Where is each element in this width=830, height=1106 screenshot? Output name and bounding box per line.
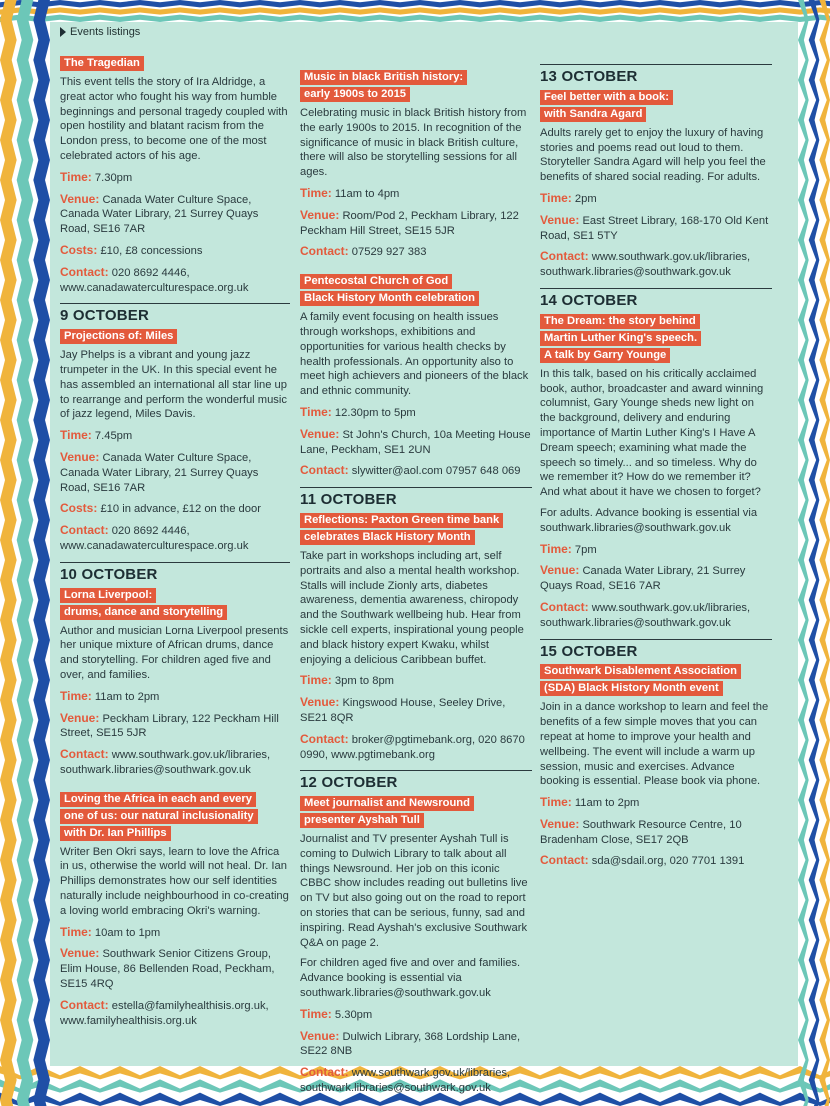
breadcrumb[interactable] xyxy=(60,26,140,38)
event-title-line: Black History Month celebration xyxy=(300,291,479,306)
time-label: Time: xyxy=(300,404,332,419)
costs-value: £10 in advance, £12 on the door xyxy=(100,503,261,516)
event-description: Writer Ben Okri says, learn to love the Africa in us, otherwise the world will not heal. Dr. Ian Phillips demonstrates how our self identities naturally include neighbourhood in co-creating a loving world embracing Okri's warning. xyxy=(60,845,289,917)
event-title-line: Pentecostal Church of God xyxy=(300,274,452,289)
event-title-line: Feel better with a book: xyxy=(540,90,673,105)
event-time xyxy=(540,542,772,558)
date-heading: 11 OCTOBER xyxy=(300,487,532,508)
column-1 xyxy=(60,56,290,1034)
venue-label: Venue: xyxy=(540,563,580,578)
event-title xyxy=(300,796,532,830)
event-listing xyxy=(60,56,290,295)
event-description: For adults. Advance booking is essential via southwark.libraries@southwark.gov.uk xyxy=(540,506,758,534)
contact-value[interactable]: www.southwark.gov.uk/libraries, southwark.libraries@southwark.gov.uk xyxy=(60,749,271,776)
venue-label: Venue: xyxy=(300,426,340,441)
event-title-line: The Tragedian xyxy=(60,56,144,71)
event-title-line: The Dream: the story behind xyxy=(540,314,700,329)
event-title-line: Southwark Disablement Association xyxy=(540,664,741,679)
event-contact xyxy=(540,600,772,631)
event-listing xyxy=(300,513,532,762)
event-listing xyxy=(540,314,772,631)
time-label: Time: xyxy=(60,924,92,939)
event-title xyxy=(540,664,772,698)
venue-label: Venue: xyxy=(300,1028,340,1043)
event-venue xyxy=(300,427,532,458)
event-title xyxy=(60,792,290,843)
time-label: Time: xyxy=(300,673,332,688)
event-description: Journalist and TV presenter Ayshah Tull is coming to Dulwich Library to talk about all things Newsround. Her job on this iconic CBBC show includes reading out bulletins live on TV but also going out on the road to report on stories that can be serious, funny, sad and inspiring. Read Ayshah's exclusive Southwark Q&A on page 2. xyxy=(300,833,528,949)
time-label: Time: xyxy=(540,190,572,205)
contact-value[interactable]: slywitter@aol.com 07957 648 069 xyxy=(351,465,521,478)
event-venue xyxy=(60,450,290,495)
event-venue xyxy=(540,563,772,594)
event-description: Jay Phelps is a vibrant and young jazz trumpeter in the UK. In this special event he has assembled an international all star line up to rearrange and perform the wonderful music of jazz legend, Miles Davis. xyxy=(60,349,287,421)
event-listing xyxy=(300,796,532,1096)
venue-label: Venue: xyxy=(300,207,340,222)
event-title-line: Reflections: Paxton Green time bank xyxy=(300,513,503,528)
event-time xyxy=(60,170,290,186)
event-title xyxy=(540,90,772,124)
venue-label: Venue: xyxy=(540,816,580,831)
event-title-line: presenter Ayshah Tull xyxy=(300,813,424,828)
event-listing xyxy=(300,70,532,260)
event-contact xyxy=(60,523,290,554)
contact-value[interactable]: broker@pgtimebank.org, 020 8670 0990, www.pgtimebank.org xyxy=(300,733,525,761)
contact-value[interactable]: www.southwark.gov.uk/libraries, southwark.libraries@southwark.gov.uk xyxy=(540,251,751,279)
event-title xyxy=(60,56,290,73)
event-title-line: Music in black British history: xyxy=(300,70,467,85)
date-heading: 13 OCTOBER xyxy=(540,64,772,85)
contact-value[interactable]: 07529 927 383 xyxy=(351,246,427,259)
time-value: 5.30pm xyxy=(334,1008,373,1021)
event-contact xyxy=(540,249,772,280)
event-title-line: (SDA) Black History Month event xyxy=(540,681,723,696)
costs-value: £10, £8 concessions xyxy=(100,244,203,257)
contact-value[interactable]: www.southwark.gov.uk/libraries, southwark.libraries@southwark.gov.uk xyxy=(300,1067,511,1095)
time-value: 11am to 4pm xyxy=(334,187,400,200)
event-listing xyxy=(540,664,772,869)
venue-value: Kingswood House, Seeley Drive, SE21 8QR xyxy=(300,697,506,724)
venue-value: Southwark Senior Citizens Group, Elim House, 86 Bellenden Road, Peckham, SE15 4RQ xyxy=(60,948,275,991)
event-time xyxy=(60,428,290,444)
event-description: This event tells the story of Ira Aldridge, a great actor who fought his way from humble beginnings and personal tragedy coupled with open hostility and blatant racism from the London press, to become one of the most celebrated actors of his age. xyxy=(60,76,288,162)
event-contact xyxy=(300,244,532,260)
event-venue xyxy=(300,208,532,239)
contact-value[interactable]: sda@sdail.org, 020 7701 1391 xyxy=(591,855,745,868)
event-contact xyxy=(60,265,290,296)
event-title-line: Lorna Liverpool: xyxy=(60,588,156,603)
event-venue xyxy=(60,711,290,742)
date-heading: 15 OCTOBER xyxy=(540,639,772,660)
event-time xyxy=(300,186,532,202)
event-time xyxy=(60,925,290,941)
contact-label: Contact: xyxy=(300,1065,349,1080)
time-value: 2pm xyxy=(574,192,597,205)
contact-value[interactable]: estella@familyhealthisis.org.uk, www.familyhealthisis.org.uk xyxy=(60,999,269,1027)
event-title-line: Projections of: Miles xyxy=(60,329,177,344)
event-title-line: with Sandra Agard xyxy=(540,107,646,122)
time-value: 10am to 1pm xyxy=(94,926,161,939)
column-2 xyxy=(300,56,532,1102)
event-title-line: Loving the Africa in each and every xyxy=(60,792,256,807)
venue-value: Canada Water Library, 21 Surrey Quays Road, SE16 7AR xyxy=(540,565,746,593)
venue-label: Venue: xyxy=(60,449,100,464)
time-value: 7.30pm xyxy=(94,171,133,184)
event-title-line: one of us: our natural inclusionality xyxy=(60,809,258,824)
event-contact xyxy=(300,1065,532,1096)
contact-label: Contact: xyxy=(60,997,109,1012)
time-label: Time: xyxy=(60,428,92,443)
time-value: 11am to 2pm xyxy=(574,797,640,810)
venue-value: East Street Library, 168-170 Old Kent Road, SE1 5TY xyxy=(540,214,769,242)
event-time xyxy=(540,191,772,207)
time-value: 3pm to 8pm xyxy=(334,675,394,688)
event-description: Join in a dance workshop to learn and feel the benefits of a few simple moves that you can repeat at home to improve your health and wellbeing. The event will include a warm up session, music and exercises. Advance booking is essential. Please book via phone. xyxy=(540,701,769,788)
event-title xyxy=(60,588,290,622)
event-description: A family event focusing on health issues through workshops, exhibitions and opportunities for various health checks by health professionals. An opportunity also to meet high achievers and pioneers of the black and ethnic community. xyxy=(300,311,529,398)
event-title-line: drums, dance and storytelling xyxy=(60,605,227,620)
venue-label: Venue: xyxy=(60,710,100,725)
contact-label: Contact: xyxy=(60,747,109,762)
costs-label: Costs: xyxy=(60,242,98,257)
event-listing xyxy=(60,792,290,1029)
contact-value[interactable]: 020 8692 4446, www.canadawaterculturespace.org.uk xyxy=(60,525,249,552)
contact-label: Contact: xyxy=(300,244,349,259)
event-time xyxy=(300,405,532,421)
date-heading: 14 OCTOBER xyxy=(540,288,772,309)
contact-label: Contact: xyxy=(540,599,589,614)
event-time xyxy=(300,1007,532,1023)
contact-label: Contact: xyxy=(60,523,109,538)
venue-value: Peckham Library, 122 Peckham Hill Street, SE15 5JR xyxy=(60,712,279,740)
event-title-line: Meet journalist and Newsround xyxy=(300,796,474,811)
venue-value: Canada Water Culture Space, Canada Water Library, 21 Surrey Quays Road, SE16 7AR xyxy=(60,193,259,236)
event-title-line: celebrates Black History Month xyxy=(300,530,475,545)
triangle-right-icon xyxy=(60,27,66,37)
venue-label: Venue: xyxy=(540,212,580,227)
event-listing xyxy=(540,90,772,280)
event-costs xyxy=(60,243,290,259)
contact-label: Contact: xyxy=(540,249,589,264)
venue-value: Dulwich Library, 368 Lordship Lane, SE22 8NB xyxy=(300,1030,521,1058)
event-description: In this talk, based on his critically acclaimed book, author, broadcaster and award winning columnist, Gary Younge sheds new light on the background, delivery and enduring importance of Martin Luther King's I Have A Dream speech; examining what made the speech so timely... and so timeless. Why do we remember it? How do we remember it? And what about it have we chosen to forget? xyxy=(540,367,764,499)
contact-label: Contact: xyxy=(300,463,349,478)
event-title-line: early 1900s to 2015 xyxy=(300,87,410,102)
time-value: 11am to 2pm xyxy=(94,690,160,703)
time-value: 7pm xyxy=(574,543,597,556)
event-description: For children aged five and over and families. Advance booking is essential via southwark.libraries@southwark.gov.uk xyxy=(300,957,521,1000)
event-listing xyxy=(300,274,532,479)
event-description: Adults rarely get to enjoy the luxury of having stories and poems read out loud to them. Storyteller Sandra Agard will help you feel the benefits of shared social reading. For adults. xyxy=(540,126,766,184)
event-time xyxy=(540,795,772,811)
date-heading: 10 OCTOBER xyxy=(60,562,290,583)
event-listing xyxy=(60,329,290,554)
event-title-line: A talk by Garry Younge xyxy=(540,348,670,363)
event-contact xyxy=(300,463,532,479)
date-heading: 12 OCTOBER xyxy=(300,770,532,791)
venue-label: Venue: xyxy=(300,695,340,710)
venue-label: Venue: xyxy=(60,191,100,206)
event-costs xyxy=(60,501,290,517)
event-description: Author and musician Lorna Liverpool presents her unique mixture of African drums, dance and storytelling. For children aged five and over, and families. xyxy=(60,624,289,681)
contact-label: Contact: xyxy=(60,264,109,279)
event-description: Take part in workshops including art, self portraits and also a mental health workshop. Stalls will include Zionly arts, diabetes awareness, dementia awareness, chiropody and the Southwark wellbeing hub. Hear from sickle cell experts, inspirational young people and black history expert Kwaku, whilst enjoying a delicious Caribbean buffet. xyxy=(300,549,524,666)
event-contact xyxy=(540,853,772,869)
time-label: Time: xyxy=(60,688,92,703)
event-title xyxy=(540,314,772,365)
contact-label: Contact: xyxy=(540,853,589,868)
time-label: Time: xyxy=(60,169,92,184)
time-label: Time: xyxy=(300,185,332,200)
event-description: Celebrating music in black British history from the early 1900s to 2015. In recognition of the significance of music in black British culture, there will also be storytelling sessions for all ages. xyxy=(300,107,527,179)
venue-value: Southwark Resource Centre, 10 Bradenham Close, SE17 2QB xyxy=(540,818,742,846)
event-contact xyxy=(60,747,290,778)
venue-label: Venue: xyxy=(60,946,100,961)
event-title xyxy=(300,513,532,547)
event-venue xyxy=(540,817,772,848)
event-venue xyxy=(300,1029,532,1060)
venue-value: Room/Pod 2, Peckham Library, 122 Peckham Hill Street, SE15 5JR xyxy=(300,209,519,237)
venue-value: Canada Water Culture Space, Canada Water Library, 21 Surrey Quays Road, SE16 7AR xyxy=(60,451,259,494)
time-value: 7.45pm xyxy=(94,430,133,443)
event-venue xyxy=(540,213,772,244)
contact-value[interactable]: 020 8692 4446, www.canadawaterculturespace.org.uk xyxy=(60,266,249,294)
event-venue xyxy=(300,695,532,726)
event-time xyxy=(60,689,290,705)
venue-value: St John's Church, 10a Meeting House Lane, Peckham, SE1 2UN xyxy=(300,428,531,456)
event-title xyxy=(300,274,532,308)
event-time xyxy=(300,673,532,689)
time-value: 12.30pm to 5pm xyxy=(334,406,416,419)
contact-value[interactable]: www.southwark.gov.uk/libraries, southwark.libraries@southwark.gov.uk xyxy=(540,601,751,629)
column-3 xyxy=(540,56,772,875)
event-title xyxy=(300,70,532,104)
event-title-line: Martin Luther King's speech. xyxy=(540,331,701,346)
contact-label: Contact: xyxy=(300,731,349,746)
event-title xyxy=(60,329,290,346)
event-venue xyxy=(60,192,290,237)
date-heading: 9 OCTOBER xyxy=(60,303,290,324)
time-label: Time: xyxy=(540,795,572,810)
event-contact xyxy=(60,998,290,1029)
event-venue xyxy=(60,946,290,991)
time-label: Time: xyxy=(300,1006,332,1021)
event-listing xyxy=(60,588,290,778)
breadcrumb-label: Events listings xyxy=(70,26,141,38)
event-contact xyxy=(300,732,532,763)
time-label: Time: xyxy=(540,541,572,556)
event-title-line: with Dr. Ian Phillips xyxy=(60,826,171,841)
costs-label: Costs: xyxy=(60,501,98,516)
